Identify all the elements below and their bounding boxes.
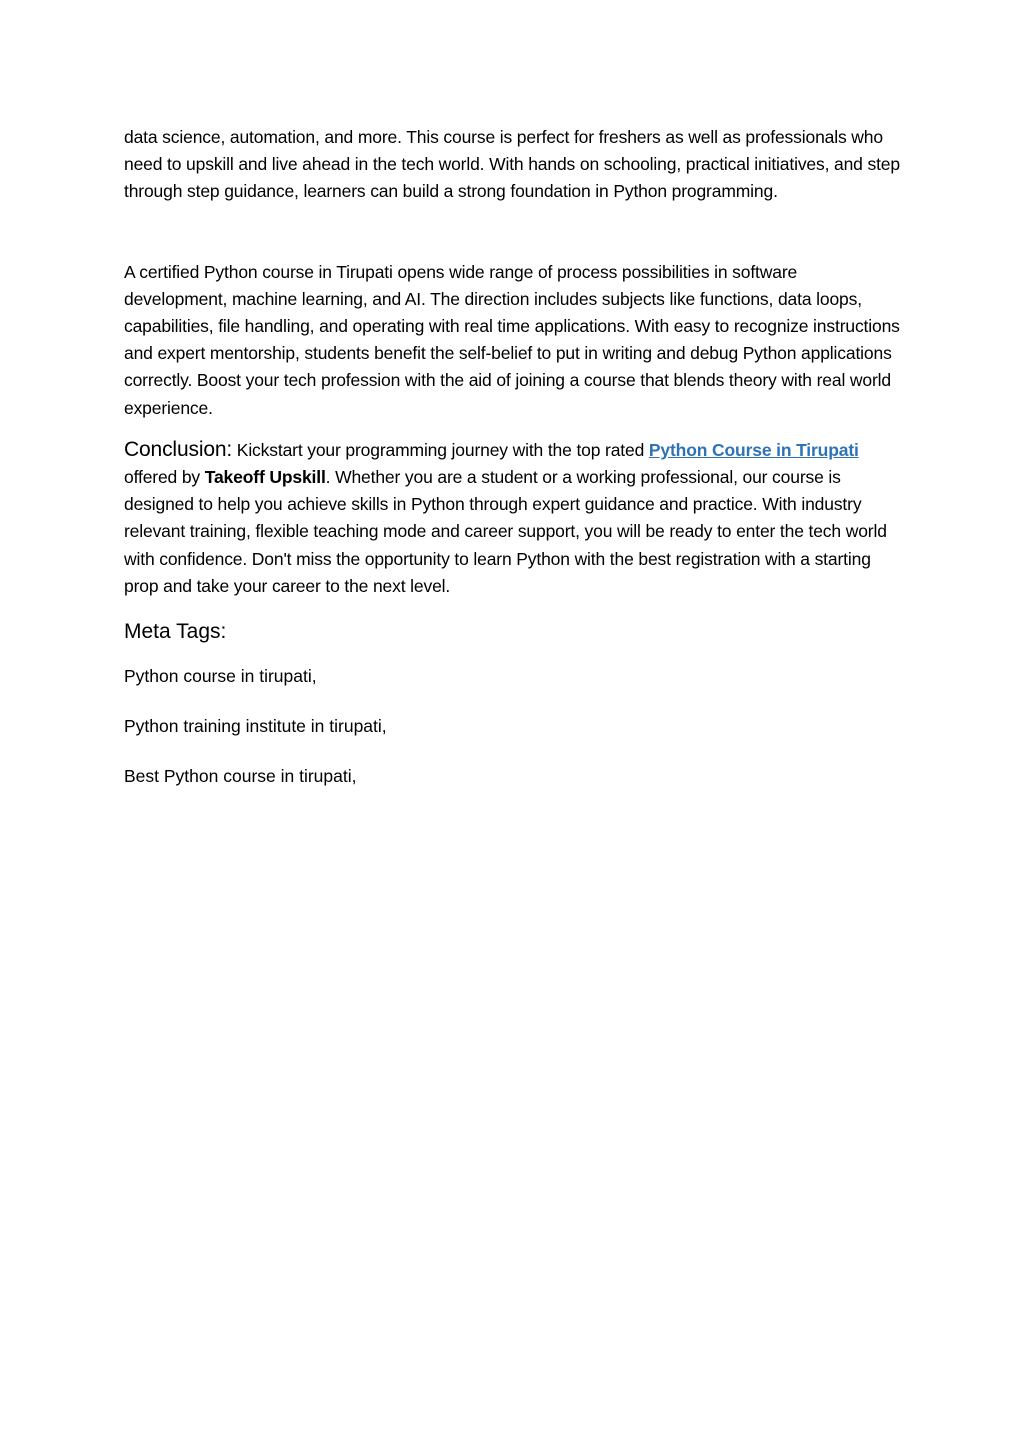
meta-tags-heading: Meta Tags:	[124, 620, 227, 644]
meta-tag-item: Python training institute in tirupati,	[124, 716, 387, 737]
conclusion-text-offered: offered by	[124, 467, 205, 488]
intro-paragraph: data science, automation, and more. This course is perfect for freshers as well as professionals who need to upskill and live ahead in the tech world. With hands on schooling, practical initiatives, and step through step guidance, learners can build a strong foundation in Python programming.	[124, 127, 900, 202]
conclusion-paragraph	[124, 436, 902, 600]
certified-course-paragraph: A certified Python course in Tirupati opens wide range of process possibilities in software development, machine learning, and AI. The direction includes subjects like functions, data loops, capabilities, file handling, and operating with real time applications. With easy to recognize instructions and expert mentorship, students benefit the self-belief to put in writing and debug Python applications correctly. Boost your tech profession with the aid of joining a course that blends theory with real world experience.	[124, 261, 900, 418]
document-page	[124, 124, 902, 814]
conclusion-text-rest: . Whether you are a student or a working professional, our course is designed to help you achieve skills in Python through expert guidance and practice. With industry relevant training, flexible teaching mode and career support, you will be ready to enter the tech world with confidence. Don't miss the opportunity to learn Python with the best registration with a starting prop and take your career to the next level.	[124, 467, 887, 596]
conclusion-text-intro: Kickstart your programming journey with the top rated	[232, 439, 649, 460]
brand-name: Takeoff Upskill	[204, 467, 326, 488]
meta-tag-item: Python course in tirupati,	[124, 666, 317, 687]
python-course-link[interactable]: Python Course in Tirupati	[648, 439, 859, 460]
conclusion-heading: Conclusion:	[124, 437, 233, 461]
meta-tag-item: Best Python course in tirupati,	[124, 766, 357, 787]
